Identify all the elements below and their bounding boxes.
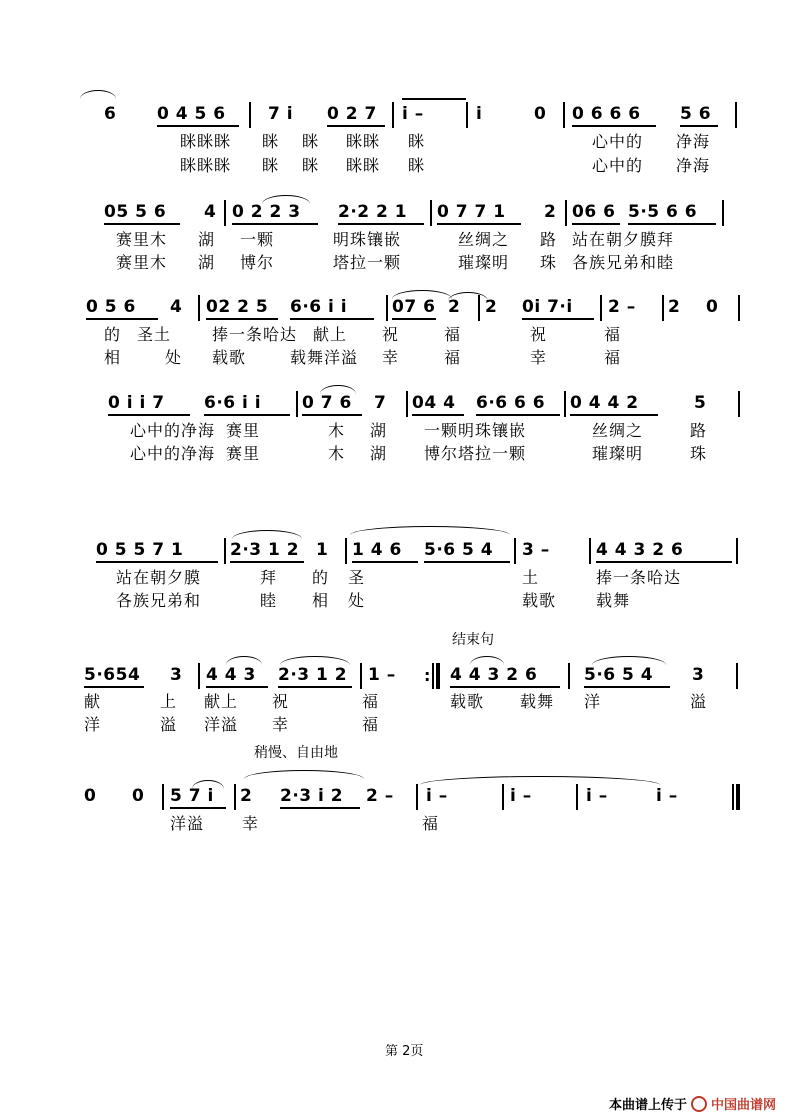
lyric: 献: [84, 692, 102, 711]
lyric: 路: [540, 230, 558, 249]
lyric: 的: [104, 325, 122, 344]
lyrics-row-5a: [0, 568, 790, 590]
repeat-dots: :: [424, 666, 431, 685]
note-group: 0 2 7: [327, 104, 377, 124]
note-group: 0 6 6 6: [572, 104, 641, 124]
notes-row-6: [0, 665, 790, 695]
beam-line: [108, 414, 190, 416]
lyrics-row-2b: [0, 253, 790, 275]
note-group: i –: [656, 786, 678, 806]
beam-line: [392, 318, 436, 320]
lyric: 路: [690, 421, 708, 440]
lyric: 博尔: [240, 253, 275, 272]
notes-row-4: [0, 393, 790, 423]
lyric: 眯眯眯: [180, 156, 232, 175]
lyric: 一颗: [240, 230, 275, 249]
ending-label: 结束句: [452, 632, 494, 648]
lyric: 幸: [272, 715, 290, 734]
lyric: 幸: [382, 348, 400, 367]
lyric: 圣: [348, 568, 366, 587]
barline: [738, 295, 740, 321]
lyric: 眯眯: [346, 156, 381, 175]
lyric: 净海: [676, 156, 711, 175]
lyrics-row-6b: [0, 715, 790, 737]
lyric: 载舞洋溢: [290, 348, 359, 367]
lyrics-row-1a: [0, 132, 790, 154]
lyric: 璀璨明: [592, 444, 644, 463]
lyric: 眯眯: [346, 132, 381, 151]
lyric: 珠: [690, 444, 708, 463]
lyric: 赛里木: [116, 230, 168, 249]
lyric: 站在朝夕膜: [116, 568, 202, 587]
lyric: 各族兄弟和睦: [572, 253, 675, 272]
beam-line: [402, 98, 466, 100]
lyric: 各族兄弟和: [116, 591, 202, 610]
lyrics-row-6a: [0, 692, 790, 714]
slur-arc: [280, 656, 350, 665]
beam-line: [278, 686, 352, 688]
note-group: 2·3 i 2: [280, 786, 344, 806]
lyric: 木: [328, 421, 346, 440]
notes-row-3: [0, 297, 790, 327]
lyric: 洋: [584, 692, 602, 711]
barline: [430, 200, 432, 226]
page-number: 第 2页: [385, 1044, 424, 1059]
note-group: 0 5 5 7 1: [96, 540, 184, 560]
lyric: 心中的: [592, 156, 644, 175]
lyric: 湖: [198, 253, 216, 272]
note-group: 0 4 5 6: [157, 104, 226, 124]
lyric: 祝: [272, 692, 290, 711]
note-group: 2 –: [608, 297, 636, 317]
note-group: 3 –: [522, 540, 550, 560]
note-group: 0i 7·i: [522, 297, 573, 317]
barline: [662, 295, 664, 321]
beam-line: [450, 686, 560, 688]
notes-row-7: [0, 786, 790, 816]
beam-line: [680, 125, 718, 127]
note-group: 06 6: [572, 202, 616, 222]
note-group: 4: [204, 202, 217, 222]
lyrics-row-3b: [0, 348, 790, 370]
barline: [249, 102, 251, 128]
beam-line: [572, 223, 620, 225]
barline: [722, 200, 724, 226]
beam-line: [206, 686, 268, 688]
lyric: 洋: [84, 715, 102, 734]
final-barline: [736, 784, 740, 810]
slur-arc: [470, 656, 504, 665]
barline: [564, 391, 566, 417]
lyric: 上: [160, 692, 178, 711]
barline: [345, 538, 347, 564]
lyric: 祝: [530, 325, 548, 344]
note-group: 5·5 6 6: [628, 202, 698, 222]
lyric: 载歌: [450, 692, 485, 711]
note-group: 2: [544, 202, 557, 222]
note-group: 6·6 i i: [290, 297, 348, 317]
lyric: 眯: [262, 132, 280, 151]
barline: [224, 200, 226, 226]
lyrics-row-4b: [0, 444, 790, 466]
lyric: 拜: [260, 568, 278, 587]
note-group: 5·6 5 4: [584, 665, 654, 685]
note-group: 2: [240, 786, 253, 806]
note-group: 07 6: [392, 297, 436, 317]
note-group: 6: [104, 104, 117, 124]
lyric: 眯: [408, 156, 426, 175]
tempo-label: 稍慢、自由地: [254, 745, 338, 761]
double-barline: [436, 663, 440, 689]
note-group: 5·654: [84, 665, 141, 685]
note-group: 3: [692, 665, 705, 685]
note-group: 05 5 6: [104, 202, 167, 222]
note-group: 2: [668, 297, 681, 317]
barline: [198, 295, 200, 321]
beam-line: [570, 414, 658, 416]
barline: [502, 784, 504, 810]
beam-line: [572, 125, 656, 127]
note-group: 1: [316, 540, 329, 560]
note-group: 0 5 6: [86, 297, 136, 317]
note-group: 2: [485, 297, 498, 317]
barline: [224, 538, 226, 564]
barline: [576, 784, 578, 810]
note-group: 0: [534, 104, 547, 124]
lyric: 福: [362, 715, 380, 734]
note-group: i –: [510, 786, 532, 806]
barline: [162, 784, 164, 810]
lyric: 赛里: [226, 444, 261, 463]
note-group: 0: [706, 297, 719, 317]
beam-line: [596, 561, 732, 563]
note-group: 1 –: [368, 665, 396, 685]
barline: [735, 102, 737, 128]
lyric: 博尔塔拉一颗: [424, 444, 527, 463]
beam-line: [204, 414, 290, 416]
barline: [738, 391, 740, 417]
notes-row-1: [0, 104, 790, 134]
beam-line: [437, 223, 521, 225]
lyric: 的: [312, 568, 330, 587]
lyric: 载舞: [596, 591, 631, 610]
lyric: 眯眯眯: [180, 132, 232, 151]
note-group: 0 7 7 1: [437, 202, 506, 222]
lyric: 心中的净海: [130, 444, 216, 463]
lyric: 眯: [302, 132, 320, 151]
lyric: 圣土: [137, 325, 172, 344]
lyric: 洋溢: [204, 715, 239, 734]
lyric: 璀璨明: [458, 253, 510, 272]
note-group: 2·2 2 1: [338, 202, 408, 222]
barline: [406, 391, 408, 417]
note-group: 0 2 2 3: [232, 202, 301, 222]
lyric: 赛里木: [116, 253, 168, 272]
lyric: 丝绸之: [592, 421, 644, 440]
lyric: 捧一条哈达: [212, 325, 298, 344]
lyric: 丝绸之: [458, 230, 510, 249]
beam-line: [230, 561, 304, 563]
beam-line: [424, 561, 510, 563]
beam-line: [628, 223, 716, 225]
site-logo-icon: [691, 1096, 707, 1112]
lyric: 眯: [408, 132, 426, 151]
upload-label: 本曲谱上传于: [608, 1098, 687, 1113]
note-group: 2: [448, 297, 461, 317]
note-group: 1 4 6: [352, 540, 402, 560]
slur-arc: [244, 770, 364, 779]
lyric: 福: [604, 325, 622, 344]
beam-line: [412, 414, 464, 416]
lyric: 溢: [160, 715, 178, 734]
lyric: 心中的净海: [130, 421, 216, 440]
barline: [736, 663, 738, 689]
lyrics-row-3a: [0, 325, 790, 347]
lyrics-row-1b: [0, 156, 790, 178]
beam-line: [302, 414, 362, 416]
note-group: 4 4 3 2 6: [596, 540, 684, 560]
beam-line: [290, 318, 374, 320]
lyric: 福: [444, 325, 462, 344]
lyric: 福: [422, 814, 440, 833]
slur-arc: [232, 530, 302, 539]
note-group: 5 7 i: [170, 786, 214, 806]
lyric: 福: [444, 348, 462, 367]
barline: [732, 784, 734, 810]
note-group: 04 4: [412, 393, 456, 413]
lyrics-row-4a: [0, 421, 790, 443]
lyric: 湖: [370, 444, 388, 463]
note-group: 2 –: [366, 786, 394, 806]
beam-line: [338, 223, 424, 225]
note-group: 4 4 3: [206, 665, 256, 685]
slur-arc: [226, 656, 262, 665]
note-group: 0 i i 7: [108, 393, 165, 413]
site-credit: [609, 1094, 776, 1113]
note-group: 3: [170, 665, 183, 685]
note-group: i –: [402, 104, 424, 124]
lyric: 相: [312, 591, 330, 610]
lyric: 处: [348, 591, 366, 610]
note-group: 5 6: [680, 104, 712, 124]
lyric: 幸: [242, 814, 260, 833]
tie-arc: [80, 90, 116, 99]
beam-line: [327, 125, 385, 127]
note-group: 5·6 5 4: [424, 540, 494, 560]
slur-arc: [420, 776, 660, 785]
note-group: 7: [374, 393, 387, 413]
lyric: 心中的: [592, 132, 644, 151]
lyric: 湖: [198, 230, 216, 249]
barline: [478, 295, 480, 321]
lyric: 溢: [690, 692, 708, 711]
lyric: 福: [604, 348, 622, 367]
lyric: 湖: [370, 421, 388, 440]
note-group: i: [476, 104, 483, 124]
note-group: 2·3 1 2: [230, 540, 300, 560]
lyric: 塔拉一颗: [333, 253, 402, 272]
barline: [514, 538, 516, 564]
lyric: 赛里: [226, 421, 261, 440]
barline: [432, 663, 434, 689]
lyric: 祝: [382, 325, 400, 344]
note-group: 6·6 i i: [204, 393, 262, 413]
barline: [600, 295, 602, 321]
lyric: 珠: [540, 253, 558, 272]
barline: [568, 663, 570, 689]
beam-line: [170, 807, 226, 809]
beam-line: [584, 686, 670, 688]
lyrics-row-5b: [0, 591, 790, 613]
beam-line: [522, 318, 594, 320]
note-group: 0 7 6: [302, 393, 352, 413]
note-group: 7 i: [268, 104, 294, 124]
barline: [392, 102, 394, 128]
beam-line: [84, 686, 144, 688]
lyric: 站在朝夕膜拜: [572, 230, 675, 249]
barline: [360, 663, 362, 689]
beam-line: [104, 223, 180, 225]
lyrics-row-2a: [0, 230, 790, 252]
note-group: 6·6 6 6: [476, 393, 546, 413]
lyric: 载歌: [212, 348, 247, 367]
beam-line: [232, 223, 318, 225]
beam-line: [157, 125, 239, 127]
lyric: 载舞: [520, 692, 555, 711]
lyric: 处: [165, 348, 183, 367]
lyric: 明珠镶嵌: [333, 230, 402, 249]
lyric: 相: [104, 348, 122, 367]
barline: [198, 663, 200, 689]
beam-line: [86, 318, 158, 320]
barline: [589, 538, 591, 564]
notes-row-5: [0, 540, 790, 570]
beam-line: [280, 807, 360, 809]
barline: [386, 295, 388, 321]
beam-line: [96, 561, 218, 563]
barline: [296, 391, 298, 417]
notes-row-2: [0, 202, 790, 232]
lyric: 捧一条哈达: [596, 568, 682, 587]
lyric: 献上: [204, 692, 239, 711]
site-name[interactable]: 中国曲谱网: [710, 1098, 776, 1113]
barline: [736, 538, 738, 564]
barline: [563, 102, 565, 128]
note-group: i –: [586, 786, 608, 806]
note-group: 4: [170, 297, 183, 317]
note-group: 0 4 4 2: [570, 393, 639, 413]
beam-line: [206, 318, 278, 320]
lyric: 福: [362, 692, 380, 711]
beam-line: [352, 561, 418, 563]
lyric: 净海: [676, 132, 711, 151]
note-group: 02 2 5: [206, 297, 269, 317]
lyric: 献上: [313, 325, 348, 344]
lyrics-row-7a: [0, 814, 790, 836]
note-group: 2·3 1 2: [278, 665, 348, 685]
lyric: 眯: [302, 156, 320, 175]
note-group: 4 4 3 2 6: [450, 665, 538, 685]
lyric: 木: [328, 444, 346, 463]
barline: [416, 784, 418, 810]
note-group: 0: [84, 786, 97, 806]
slur-arc: [592, 656, 666, 665]
slur-arc: [350, 526, 510, 535]
lyric: 洋溢: [170, 814, 205, 833]
note-group: 5: [694, 393, 707, 413]
barline: [234, 784, 236, 810]
note-group: 0: [132, 786, 145, 806]
lyric: 眯: [262, 156, 280, 175]
barline: [565, 200, 567, 226]
barline: [466, 102, 468, 128]
lyric: 载歌: [522, 591, 557, 610]
lyric: 睦: [260, 591, 278, 610]
lyric: 幸: [530, 348, 548, 367]
lyric: 一颗明珠镶嵌: [424, 421, 527, 440]
note-group: i –: [426, 786, 448, 806]
lyric: 土: [522, 568, 540, 587]
beam-line: [476, 414, 560, 416]
